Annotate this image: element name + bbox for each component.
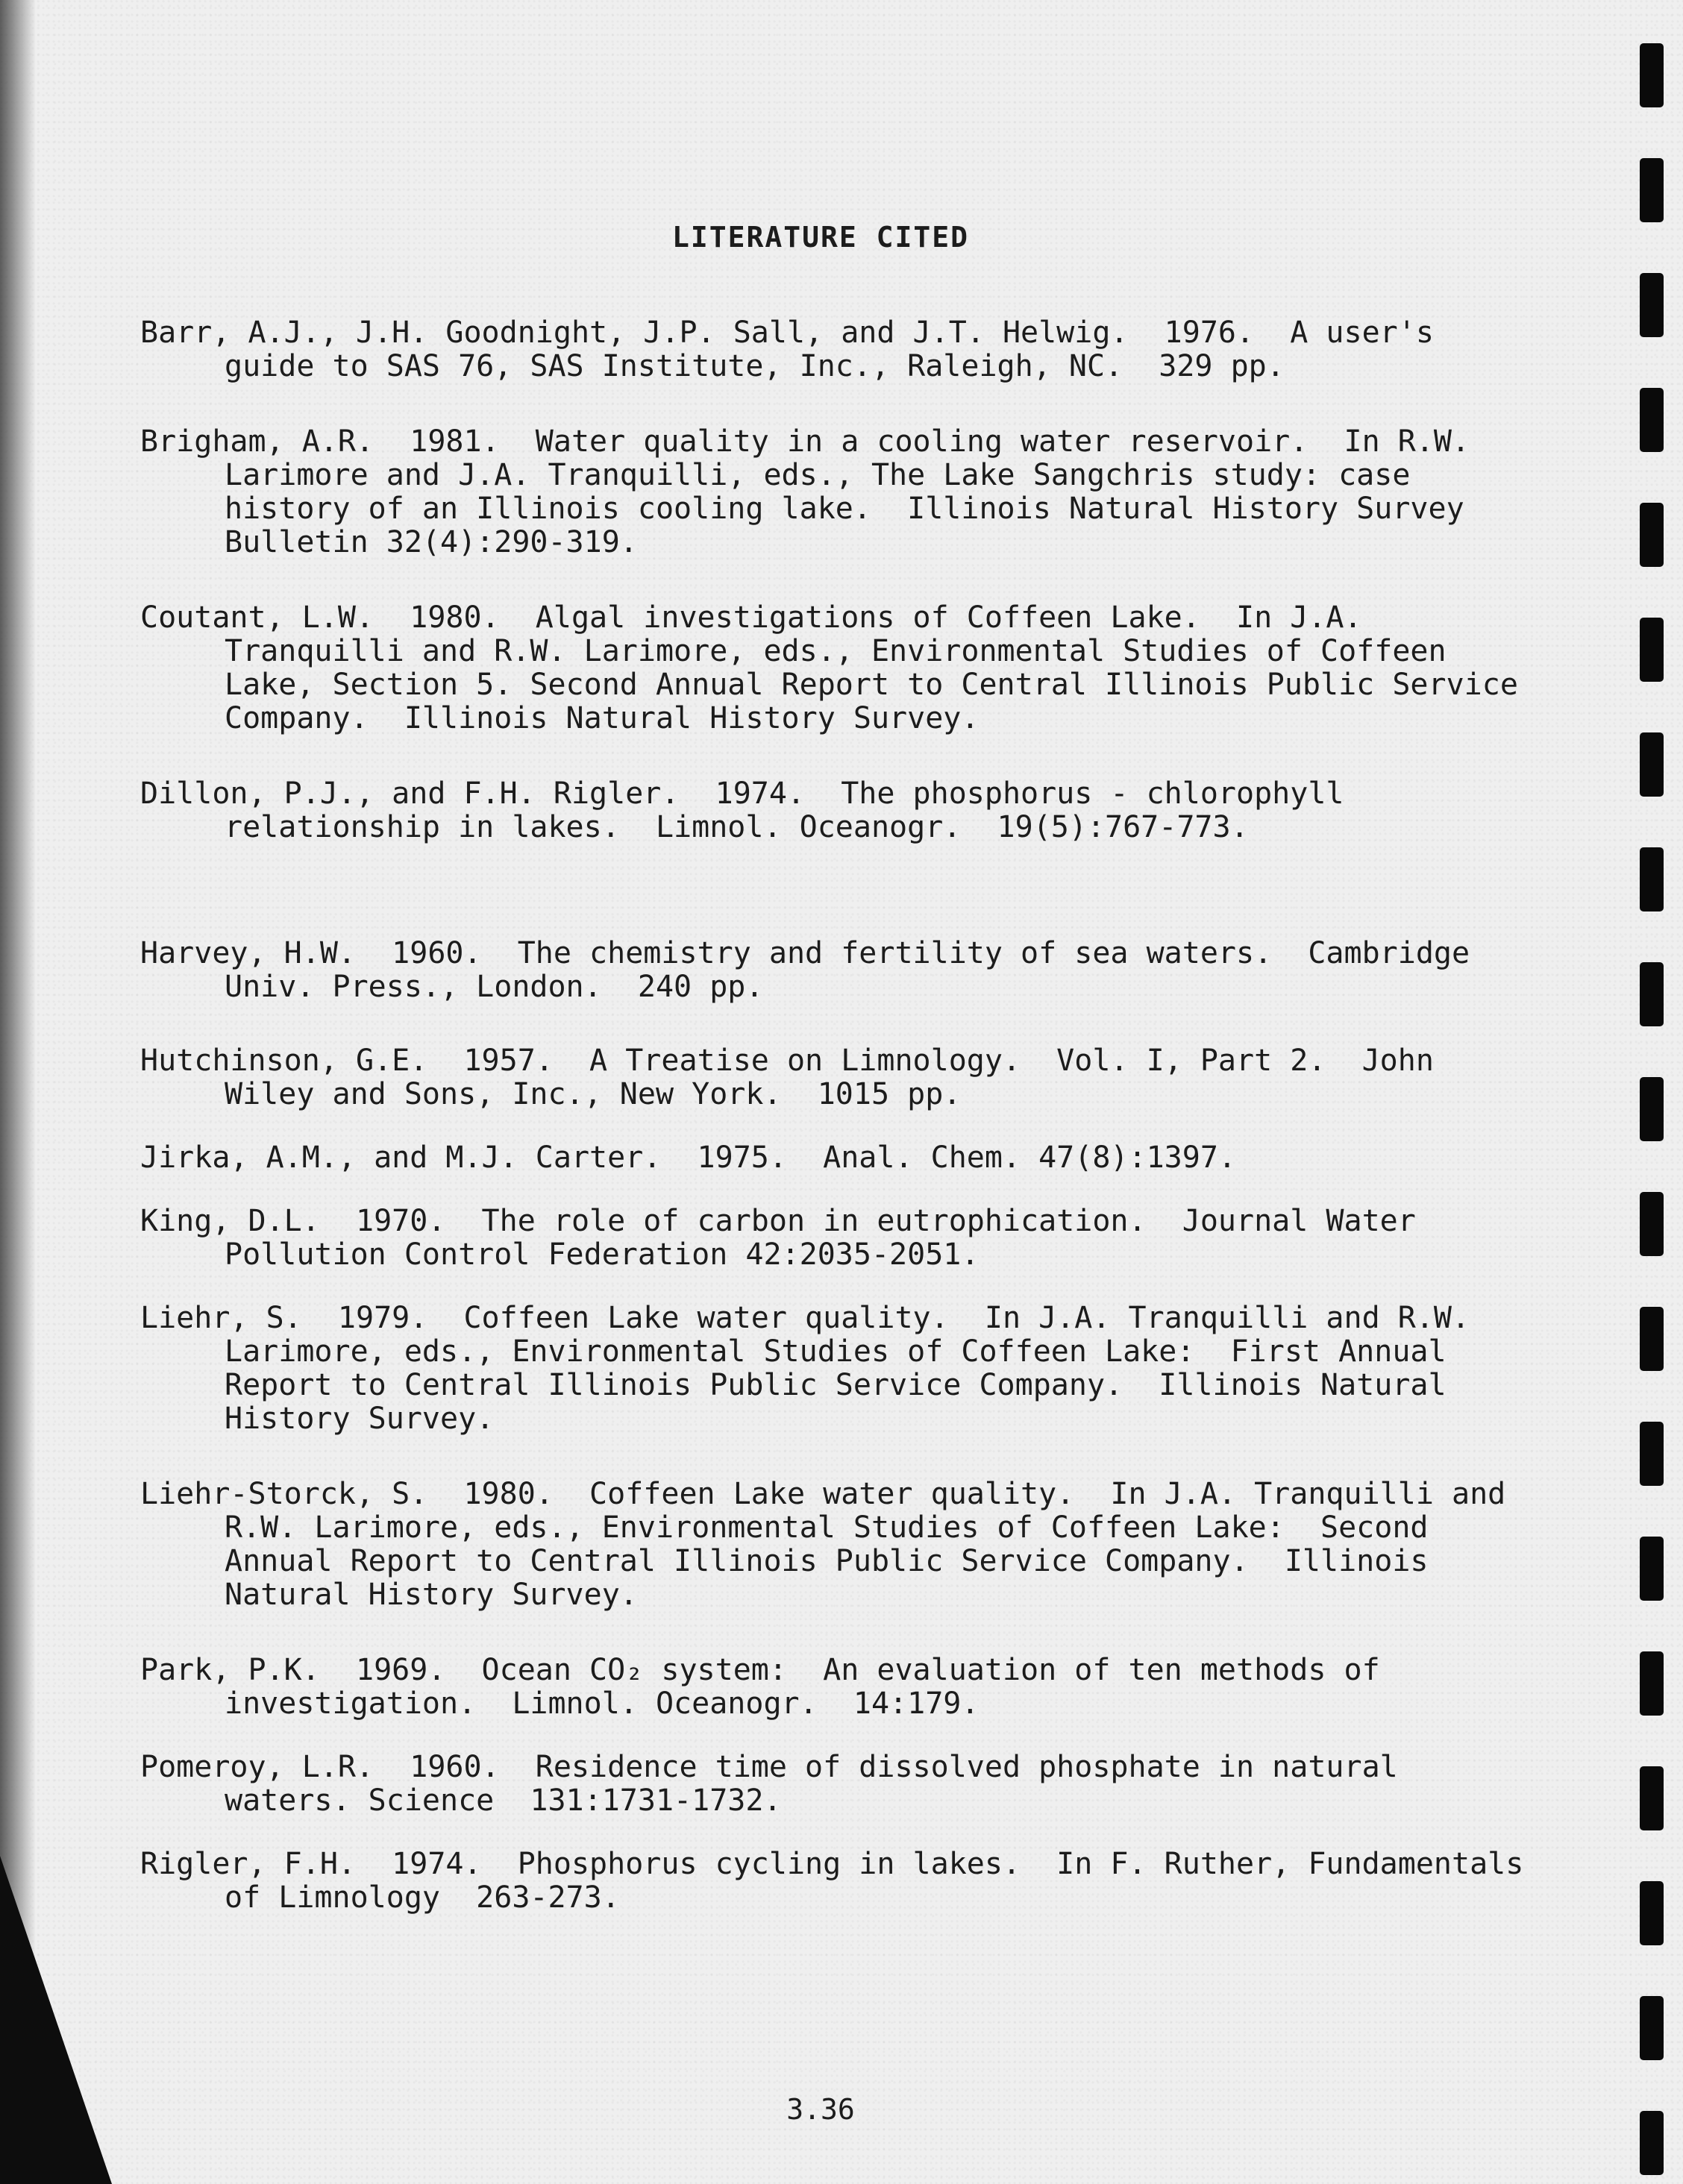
reference-entry: Jirka, A.M., and M.J. Carter. 1975. Anal. Chem. 47(8):1397. [140,1140,1237,1175]
reference-list [140,316,1542,1915]
reference-entry: Coutant, L.W. 1980. Algal investigations of Coffeen Lake. In J.A. Tranquilli and R.W. Larimore, eds., Environmental Studies of Coffeen Lake, Section 5. Second Annual Report to Central Illinois Public Service Company. Illinois Natural History Survey. [140,600,1536,735]
punch-hole [1640,1307,1664,1371]
reference-entry: Liehr-Storck, S. 1980. Coffeen Lake water quality. In J.A. Tranquilli and R.W. Larimore, eds., Environmental Studies of Coffeen Lake: Second Annual Report to Central Illinois Public Service Company. Illinois Natural History Survey. [140,1477,1524,1612]
punch-hole [1640,847,1664,911]
punch-hole [1640,1651,1664,1716]
reference-entry: Rigler, F.H. 1974. Phosphorus cycling in lakes. In F. Ruther, Fundamentals of Limnology 263-273. [140,1847,1542,1915]
corner-shadow [0,1856,112,2184]
reference-entry: King, D.L. 1970. The role of carbon in eutrophication. Journal Water Pollution Control Federation 42:2035-2051. [140,1204,1434,1272]
reference-entry: Park, P.K. 1969. Ocean CO₂ system: An evaluation of ten methods of investigation. Limnol. Oceanogr. 14:179. [140,1653,1398,1721]
punch-hole [1640,1422,1664,1486]
punch-hole [1640,1537,1664,1601]
page-number: 3.36 [786,2093,855,2126]
reference-entry: Hutchinson, G.E. 1957. A Treatise on Limnology. Vol. I, Part 2. John Wiley and Sons, Inc., New York. 1015 pp. [140,1044,1452,1111]
reference-entry: Brigham, A.R. 1981. Water quality in a cooling water reservoir. In R.W. Larimore and J.A. Tranquilli, eds., The Lake Sangchris study: case history of an Illinois cooling lake. Illinois Natural History Survey Bulletin 32(4):290-319. [140,424,1488,559]
punch-hole [1640,1192,1664,1256]
reference-entry: Barr, A.J., J.H. Goodnight, J.P. Sall, and J.T. Helwig. 1976. A user's guide to SAS 76, SAS Institute, Inc., Raleigh, NC. 329 pp. [140,316,1452,383]
punch-hole [1640,962,1664,1026]
punch-hole [1640,618,1664,682]
punch-hole [1640,2111,1664,2175]
punch-hole [1640,732,1664,797]
punch-hole [1640,1996,1664,2060]
reference-entry: Liehr, S. 1979. Coffeen Lake water quality. In J.A. Tranquilli and R.W. Larimore, eds., Environmental Studies of Coffeen Lake: First Annual Report to Central Illinois Public Service Company. Illinois Natural History Survey. [140,1301,1488,1436]
reference-entry: Harvey, H.W. 1960. The chemistry and fertility of sea waters. Cambridge Univ. Press., London. 240 pp. [140,936,1488,1004]
punch-hole [1640,388,1664,452]
punch-hole [1640,43,1664,107]
punch-hole [1640,503,1664,567]
page-edge-shadow [0,0,36,2184]
punch-hole [1640,158,1664,222]
punch-hole [1640,273,1664,337]
binder-punch-strip [1640,43,1664,2184]
punch-hole [1640,1766,1664,1830]
reference-entry: Pomeroy, L.R. 1960. Residence time of dissolved phosphate in natural waters. Science 131:1731-1732. [140,1750,1416,1818]
page-title: LITERATURE CITED [671,221,970,254]
punch-hole [1640,1881,1664,1945]
reference-entry: Dillon, P.J., and F.H. Rigler. 1974. The phosphorus - chlorophyll relationship in lakes. Limnol. Oceanogr. 19(5):767-773. [140,776,1362,844]
punch-hole [1640,1077,1664,1141]
